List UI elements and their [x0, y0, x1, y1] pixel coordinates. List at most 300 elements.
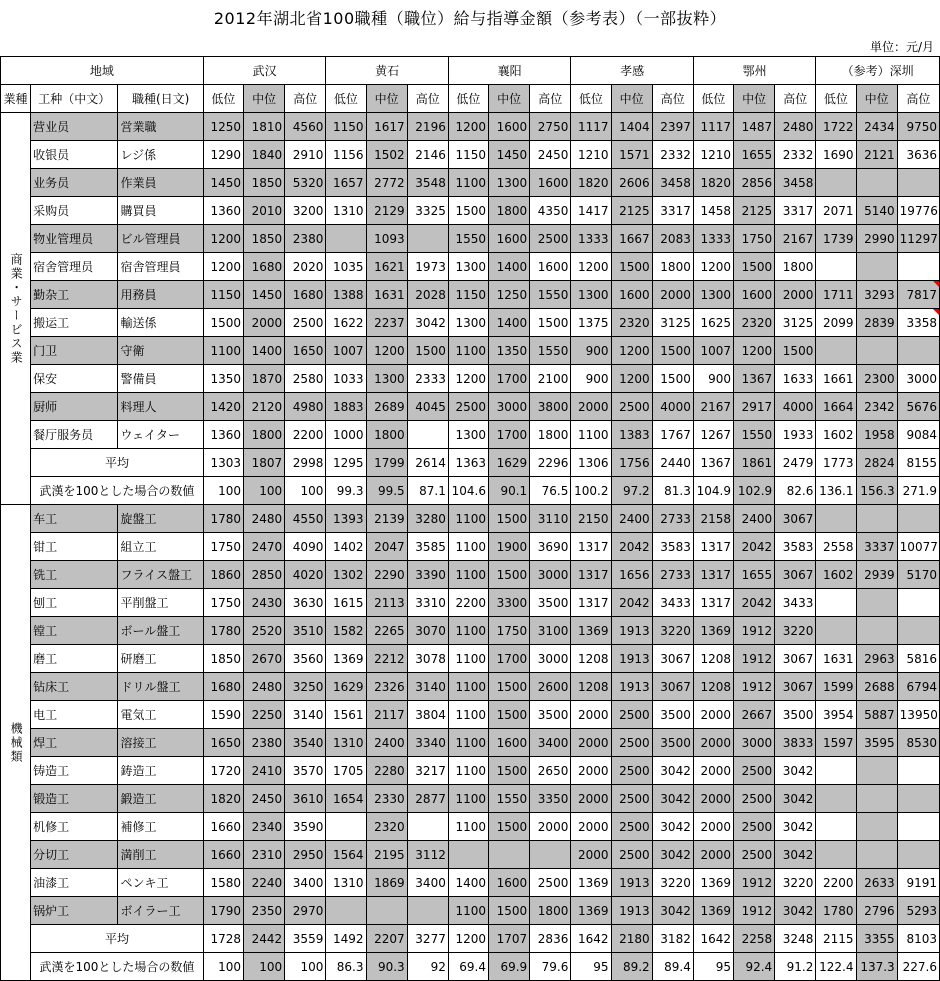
value-cell: 1500 [489, 505, 530, 533]
average-label: 平均 [31, 449, 204, 477]
value-cell: 1561 [326, 701, 366, 729]
value-cell: 3112 [407, 841, 448, 869]
level-header: 中位 [856, 85, 897, 113]
value-cell: 7817 [897, 281, 939, 309]
value-cell: 2000 [571, 841, 611, 869]
value-cell: 1913 [611, 869, 652, 897]
value-cell: 1800 [244, 421, 285, 449]
value-cell: 2340 [244, 813, 285, 841]
average-cell: 2207 [366, 925, 407, 953]
index-cell: 137.3 [856, 953, 897, 981]
value-cell: 2558 [816, 533, 856, 561]
table-row [1, 869, 940, 897]
index-cell: 227.6 [897, 953, 939, 981]
job-jp-cell: 料理人 [118, 393, 203, 421]
index-row [1, 953, 940, 981]
value-cell: 1100 [448, 701, 488, 729]
unit-label: 単位：元/月 [869, 40, 934, 54]
value-cell: 1500 [652, 337, 693, 365]
value-cell: 2950 [285, 841, 326, 869]
value-cell: 2470 [244, 533, 285, 561]
value-cell: 1722 [816, 113, 856, 141]
value-cell: 2117 [366, 701, 407, 729]
index-cell: 91.2 [775, 953, 816, 981]
value-cell: 4090 [285, 533, 326, 561]
index-cell: 271.9 [897, 477, 939, 505]
value-cell [897, 169, 939, 197]
value-cell: 3067 [775, 561, 816, 589]
value-cell: 1208 [571, 673, 611, 701]
job-cn-cell: 车工 [31, 505, 118, 533]
value-cell: 3293 [856, 281, 897, 309]
value-cell: 1367 [734, 365, 775, 393]
value-cell: 3067 [652, 673, 693, 701]
value-cell: 2400 [366, 729, 407, 757]
job-jp-cell: ペンキ工 [118, 869, 203, 897]
value-cell [856, 253, 897, 281]
value-cell: 1150 [448, 281, 488, 309]
job-cn-cell: 勤杂工 [31, 281, 118, 309]
value-cell: 2000 [571, 785, 611, 813]
job-jp-cell: 購買員 [118, 197, 203, 225]
value-cell [366, 897, 407, 925]
value-cell: 2750 [530, 113, 571, 141]
value-cell: 1417 [571, 197, 611, 225]
table-row [1, 253, 940, 281]
value-cell: 2000 [693, 701, 733, 729]
value-cell: 3300 [489, 589, 530, 617]
value-cell: 1973 [407, 253, 448, 281]
value-cell: 1100 [448, 617, 488, 645]
value-cell: 1450 [244, 281, 285, 309]
value-cell: 1700 [489, 421, 530, 449]
average-cell: 3248 [775, 925, 816, 953]
value-cell [326, 813, 366, 841]
value-cell [816, 253, 856, 281]
value-cell: 1680 [285, 281, 326, 309]
table-row [1, 533, 940, 561]
value-cell: 1369 [571, 869, 611, 897]
value-cell: 1100 [448, 673, 488, 701]
value-cell: 3595 [856, 729, 897, 757]
value-cell: 2400 [611, 505, 652, 533]
value-cell: 2200 [816, 869, 856, 897]
value-cell: 1590 [203, 701, 243, 729]
value-cell: 1912 [734, 869, 775, 897]
value-cell: 2290 [366, 561, 407, 589]
value-cell: 1369 [693, 897, 733, 925]
value-cell: 1597 [816, 729, 856, 757]
value-cell: 3000 [489, 393, 530, 421]
job-jp-cell: フライス盤工 [118, 561, 203, 589]
value-cell: 1571 [611, 141, 652, 169]
value-cell: 2320 [734, 309, 775, 337]
average-label: 平均 [31, 925, 204, 953]
value-cell: 2212 [366, 645, 407, 673]
value-cell: 1100 [448, 645, 488, 673]
value-cell: 3000 [897, 365, 939, 393]
value-cell: 1317 [571, 533, 611, 561]
value-cell: 1100 [448, 169, 488, 197]
value-cell: 1657 [326, 169, 366, 197]
value-cell: 2071 [816, 197, 856, 225]
value-cell: 4560 [285, 113, 326, 141]
value-cell: 3042 [407, 309, 448, 337]
value-cell: 9750 [897, 113, 939, 141]
value-cell: 1800 [775, 253, 816, 281]
level-header: 高位 [897, 85, 939, 113]
value-cell: 1600 [611, 281, 652, 309]
value-cell: 2500 [611, 701, 652, 729]
index-cell: 100 [244, 477, 285, 505]
value-cell [856, 757, 897, 785]
average-cell: 2258 [734, 925, 775, 953]
value-cell: 1210 [571, 141, 611, 169]
value-cell [816, 505, 856, 533]
value-cell: 2500 [734, 813, 775, 841]
value-cell [326, 225, 366, 253]
value-cell: 2167 [693, 393, 733, 421]
value-cell: 1100 [448, 757, 488, 785]
average-cell: 8103 [897, 925, 939, 953]
value-cell: 1400 [489, 309, 530, 337]
value-cell: 3340 [407, 729, 448, 757]
average-row [1, 925, 940, 953]
section-label-text: 機械類 [9, 721, 24, 764]
value-cell [326, 897, 366, 925]
index-cell: 100 [285, 953, 326, 981]
value-cell: 1933 [775, 421, 816, 449]
average-cell: 1799 [366, 449, 407, 477]
value-cell: 1310 [326, 869, 366, 897]
value-cell: 900 [571, 365, 611, 393]
index-cell: 100 [203, 477, 243, 505]
value-cell: 3042 [652, 785, 693, 813]
value-cell: 9191 [897, 869, 939, 897]
section-label [1, 113, 31, 505]
value-cell: 1629 [326, 673, 366, 701]
value-cell: 3317 [652, 197, 693, 225]
value-cell: 1208 [693, 645, 733, 673]
value-cell: 4980 [285, 393, 326, 421]
value-cell: 1383 [611, 421, 652, 449]
job-cn-cell: 物业管理员 [31, 225, 118, 253]
value-cell: 2125 [611, 197, 652, 225]
value-cell: 3500 [530, 589, 571, 617]
job-jp-cell: 鋳造工 [118, 757, 203, 785]
index-row [1, 477, 940, 505]
value-cell: 1100 [448, 897, 488, 925]
level-header: 高位 [775, 85, 816, 113]
job-jp-cell: ウェイター [118, 421, 203, 449]
section-label [1, 505, 31, 981]
value-cell: 3042 [775, 841, 816, 869]
value-cell: 2500 [448, 393, 488, 421]
value-cell: 2320 [366, 813, 407, 841]
city-header: （参考）深圳 [816, 57, 940, 85]
table-row [1, 281, 940, 309]
value-cell: 1200 [693, 253, 733, 281]
index-cell: 100.2 [571, 477, 611, 505]
value-cell: 2500 [530, 869, 571, 897]
value-cell: 1850 [244, 225, 285, 253]
job-cn-cell: 门卫 [31, 337, 118, 365]
job-cn-cell: 保安 [31, 365, 118, 393]
index-cell: 100 [203, 953, 243, 981]
value-cell: 1317 [693, 533, 733, 561]
table-row [1, 113, 940, 141]
value-cell: 3000 [530, 645, 571, 673]
page-title: 2012年湖北省100職種（職位）給与指導金額（参考表）（一部抜粋） [213, 9, 727, 28]
value-cell: 1750 [734, 225, 775, 253]
value-cell: 3636 [897, 141, 939, 169]
value-cell [448, 841, 488, 869]
index-label: 武漢を100とした場合の数値 [31, 953, 204, 981]
value-cell: 1550 [734, 421, 775, 449]
value-cell: 2400 [734, 505, 775, 533]
value-cell: 1117 [571, 113, 611, 141]
value-cell: 2000 [775, 281, 816, 309]
value-cell: 1500 [530, 309, 571, 337]
value-cell: 1850 [203, 645, 243, 673]
index-cell: 79.6 [530, 953, 571, 981]
value-cell: 1208 [571, 645, 611, 673]
value-cell: 1360 [203, 421, 243, 449]
table-row [1, 589, 940, 617]
table-row [1, 701, 940, 729]
job-jp-cell: 宿舎管理員 [118, 253, 203, 281]
job-cn-cell: 铣工 [31, 561, 118, 589]
value-cell: 3570 [285, 757, 326, 785]
average-cell: 1629 [489, 449, 530, 477]
job-jp-cell: 鍛造工 [118, 785, 203, 813]
value-cell: 2042 [611, 533, 652, 561]
table-row [1, 617, 940, 645]
value-cell: 2500 [530, 225, 571, 253]
value-cell: 2342 [856, 393, 897, 421]
job-jp-cell: 満削工 [118, 841, 203, 869]
value-cell: 3800 [530, 393, 571, 421]
average-cell: 1707 [489, 925, 530, 953]
value-cell: 1820 [203, 785, 243, 813]
value-cell: 1500 [203, 309, 243, 337]
value-cell: 2042 [611, 589, 652, 617]
value-cell: 2410 [244, 757, 285, 785]
region-header: 地域 [1, 57, 204, 85]
value-cell: 4000 [652, 393, 693, 421]
value-cell: 3067 [652, 645, 693, 673]
value-cell: 3400 [530, 729, 571, 757]
value-cell: 1870 [244, 365, 285, 393]
value-cell: 3042 [775, 785, 816, 813]
index-cell: 95 [693, 953, 733, 981]
index-cell: 69.4 [448, 953, 488, 981]
job-cn-cell: 搬运工 [31, 309, 118, 337]
value-cell: 1617 [366, 113, 407, 141]
value-cell: 2917 [734, 393, 775, 421]
value-cell: 900 [693, 365, 733, 393]
table-row [1, 197, 940, 225]
value-cell: 3078 [407, 645, 448, 673]
value-cell: 5320 [285, 169, 326, 197]
value-cell: 2397 [652, 113, 693, 141]
table-row [1, 309, 940, 337]
value-cell: 2650 [530, 757, 571, 785]
value-cell: 1600 [489, 113, 530, 141]
job-cn-cell: 餐厅服务员 [31, 421, 118, 449]
level-header: 低位 [203, 85, 243, 113]
value-cell: 2042 [734, 533, 775, 561]
job-jp-cell: 輸送係 [118, 309, 203, 337]
job-cn-cell: 锅炉工 [31, 897, 118, 925]
index-cell: 100 [244, 953, 285, 981]
value-cell: 1500 [611, 253, 652, 281]
value-cell: 3067 [775, 645, 816, 673]
value-cell: 3500 [530, 701, 571, 729]
table-row [1, 813, 940, 841]
value-cell: 2265 [366, 617, 407, 645]
level-header: 中位 [734, 85, 775, 113]
value-cell: 1790 [203, 897, 243, 925]
value-cell: 2000 [244, 309, 285, 337]
average-cell: 1367 [693, 449, 733, 477]
value-cell: 3358 [897, 309, 939, 337]
value-cell: 3042 [775, 813, 816, 841]
value-cell: 2500 [734, 757, 775, 785]
average-cell: 2998 [285, 449, 326, 477]
value-cell: 1600 [489, 225, 530, 253]
value-cell: 2047 [366, 533, 407, 561]
value-cell: 1300 [489, 169, 530, 197]
value-cell: 2796 [856, 897, 897, 925]
value-cell: 5887 [856, 701, 897, 729]
average-cell: 3559 [285, 925, 326, 953]
value-cell [816, 617, 856, 645]
value-cell: 1000 [326, 421, 366, 449]
value-cell: 1690 [816, 141, 856, 169]
header-row-sub [1, 85, 940, 113]
level-header: 中位 [489, 85, 530, 113]
value-cell: 1564 [326, 841, 366, 869]
value-cell: 1720 [203, 757, 243, 785]
value-cell: 11297 [897, 225, 939, 253]
value-cell: 3500 [652, 729, 693, 757]
index-cell: 82.6 [775, 477, 816, 505]
value-cell: 1333 [571, 225, 611, 253]
value-cell: 19776 [897, 197, 939, 225]
value-cell: 2500 [285, 309, 326, 337]
value-cell: 2240 [244, 869, 285, 897]
value-cell: 1302 [326, 561, 366, 589]
value-cell: 1661 [816, 365, 856, 393]
value-cell: 1500 [734, 253, 775, 281]
value-cell: 1705 [326, 757, 366, 785]
job-jp-cell: 作業員 [118, 169, 203, 197]
value-cell: 3250 [285, 673, 326, 701]
value-cell: 1913 [611, 645, 652, 673]
value-cell: 3433 [652, 589, 693, 617]
value-cell: 1117 [693, 113, 733, 141]
value-cell: 1800 [366, 421, 407, 449]
value-cell: 3067 [775, 505, 816, 533]
value-cell: 8530 [897, 729, 939, 757]
job-jp-cell: 営業職 [118, 113, 203, 141]
value-cell: 2113 [366, 589, 407, 617]
value-cell: 1200 [734, 337, 775, 365]
value-cell [897, 757, 939, 785]
value-cell [816, 337, 856, 365]
value-cell: 3400 [285, 869, 326, 897]
job-jp-cell: 研磨工 [118, 645, 203, 673]
value-cell [897, 813, 939, 841]
value-cell: 2500 [611, 729, 652, 757]
average-cell: 3277 [407, 925, 448, 953]
value-cell: 1913 [611, 897, 652, 925]
value-cell: 2083 [652, 225, 693, 253]
value-cell: 1200 [611, 337, 652, 365]
job-jp-cell: ボール盤工 [118, 617, 203, 645]
job-jp-cell: ドリル盤工 [118, 673, 203, 701]
level-header: 高位 [407, 85, 448, 113]
value-cell: 1780 [203, 505, 243, 533]
table-row [1, 673, 940, 701]
table-row [1, 841, 940, 869]
value-cell: 1500 [775, 337, 816, 365]
value-cell: 1267 [693, 421, 733, 449]
value-cell: 1913 [611, 617, 652, 645]
job-jp-cell: ボイラー工 [118, 897, 203, 925]
value-cell [856, 505, 897, 533]
table-row [1, 505, 940, 533]
value-cell: 1550 [448, 225, 488, 253]
value-cell: 1800 [530, 421, 571, 449]
value-cell [897, 253, 939, 281]
job-cn-cell: 电工 [31, 701, 118, 729]
value-cell [897, 841, 939, 869]
job-cn-cell: 钳工 [31, 533, 118, 561]
value-cell: 1650 [285, 337, 326, 365]
value-cell: 2000 [652, 281, 693, 309]
value-cell: 3220 [652, 617, 693, 645]
value-cell: 2000 [693, 785, 733, 813]
value-cell: 2158 [693, 505, 733, 533]
value-cell: 1900 [489, 533, 530, 561]
table-row [1, 757, 940, 785]
average-cell: 3182 [652, 925, 693, 953]
value-cell: 2099 [816, 309, 856, 337]
average-cell: 1303 [203, 449, 243, 477]
level-header: 低位 [326, 85, 366, 113]
value-cell [856, 589, 897, 617]
value-cell: 1369 [693, 617, 733, 645]
value-cell: 2970 [285, 897, 326, 925]
value-cell: 1500 [489, 701, 530, 729]
value-cell: 2150 [571, 505, 611, 533]
value-cell: 2326 [366, 673, 407, 701]
value-cell: 2000 [530, 813, 571, 841]
job-jp-cell: 警備員 [118, 365, 203, 393]
value-cell: 3070 [407, 617, 448, 645]
table-row [1, 169, 940, 197]
value-cell: 1200 [366, 337, 407, 365]
value-cell: 1393 [326, 505, 366, 533]
value-cell: 1500 [489, 897, 530, 925]
value-cell: 3042 [775, 897, 816, 925]
average-cell: 2824 [856, 449, 897, 477]
average-cell: 1200 [448, 925, 488, 953]
value-cell: 2670 [244, 645, 285, 673]
value-cell: 1035 [326, 253, 366, 281]
